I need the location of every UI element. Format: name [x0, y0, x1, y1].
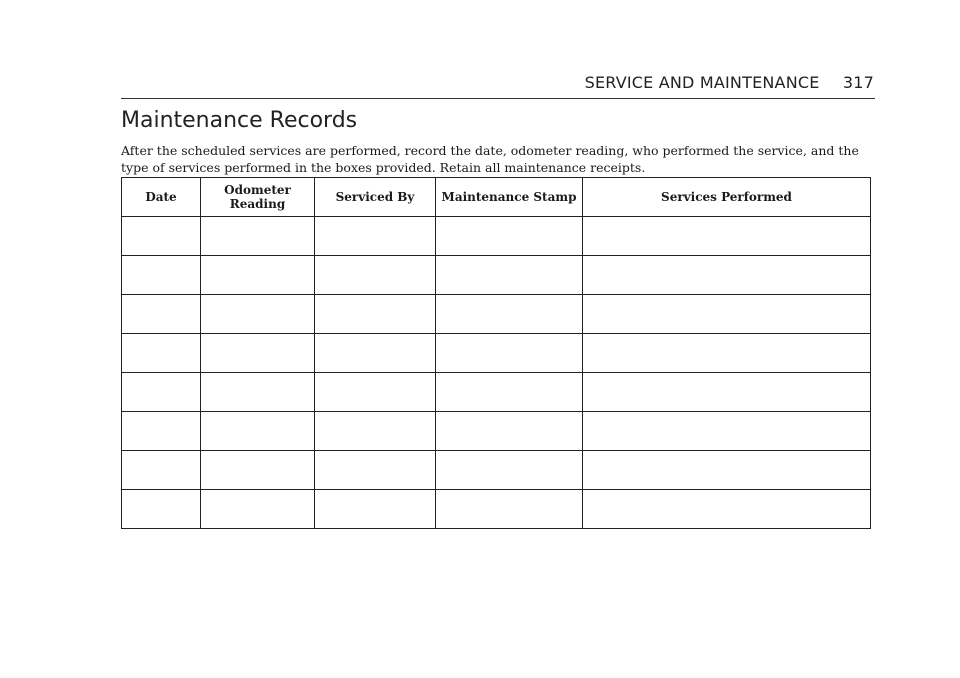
table-row	[122, 490, 871, 529]
column-header-serviced-by: Serviced By	[315, 178, 436, 217]
maintenance-stamp-cell	[436, 373, 583, 412]
services-performed-cell	[583, 256, 871, 295]
serviced-by-cell	[315, 295, 436, 334]
services-performed-cell	[583, 490, 871, 529]
serviced-by-cell	[315, 451, 436, 490]
running-head	[585, 73, 874, 92]
intro-paragraph: After the scheduled services are performed, record the date, odometer reading, who performed the service, and the type of services performed in the boxes provided. Retain all maintenance receipts.	[121, 143, 859, 175]
table-row	[122, 451, 871, 490]
maintenance-stamp-cell	[436, 451, 583, 490]
table-row	[122, 256, 871, 295]
section-name: SERVICE AND MAINTENANCE	[584, 73, 820, 92]
column-header-odometer-reading	[201, 178, 315, 217]
serviced-by-cell	[315, 256, 436, 295]
services-performed-cell	[583, 334, 871, 373]
date-cell	[122, 217, 201, 256]
odometer-cell	[201, 412, 315, 451]
page-number: 317	[842, 73, 874, 92]
date-cell	[122, 373, 201, 412]
serviced-by-cell	[315, 334, 436, 373]
table-header-row	[122, 178, 871, 217]
date-cell	[122, 334, 201, 373]
serviced-by-cell	[315, 217, 436, 256]
date-cell	[122, 451, 201, 490]
column-header-date: Date	[122, 178, 201, 217]
services-performed-cell	[583, 373, 871, 412]
odometer-cell	[201, 490, 315, 529]
date-cell	[122, 490, 201, 529]
services-performed-cell	[583, 412, 871, 451]
odometer-cell	[201, 334, 315, 373]
page-title: Maintenance Records	[121, 108, 358, 133]
maintenance-stamp-cell	[436, 412, 583, 451]
maintenance-stamp-cell	[436, 217, 583, 256]
column-header-maintenance-stamp: Maintenance Stamp	[436, 178, 583, 217]
odometer-reading-label: Odometer Reading	[224, 183, 291, 211]
records-body	[122, 217, 871, 529]
date-cell	[122, 256, 201, 295]
table-row	[122, 217, 871, 256]
table-row	[122, 334, 871, 373]
column-header-services-performed: Services Performed	[583, 178, 871, 217]
odometer-cell	[201, 373, 315, 412]
services-performed-cell	[583, 451, 871, 490]
maintenance-stamp-cell	[436, 334, 583, 373]
odometer-cell	[201, 217, 315, 256]
services-performed-cell	[583, 295, 871, 334]
table-row	[122, 373, 871, 412]
table-row	[122, 412, 871, 451]
odometer-cell	[201, 295, 315, 334]
services-performed-cell	[583, 217, 871, 256]
maintenance-stamp-cell	[436, 256, 583, 295]
header-rule	[121, 98, 875, 99]
date-cell	[122, 412, 201, 451]
date-cell	[122, 295, 201, 334]
odometer-cell	[201, 256, 315, 295]
serviced-by-cell	[315, 373, 436, 412]
maintenance-records-table	[121, 177, 871, 529]
odometer-cell	[201, 451, 315, 490]
maintenance-stamp-cell	[436, 295, 583, 334]
table-row	[122, 295, 871, 334]
serviced-by-cell	[315, 490, 436, 529]
maintenance-stamp-cell	[436, 490, 583, 529]
serviced-by-cell	[315, 412, 436, 451]
